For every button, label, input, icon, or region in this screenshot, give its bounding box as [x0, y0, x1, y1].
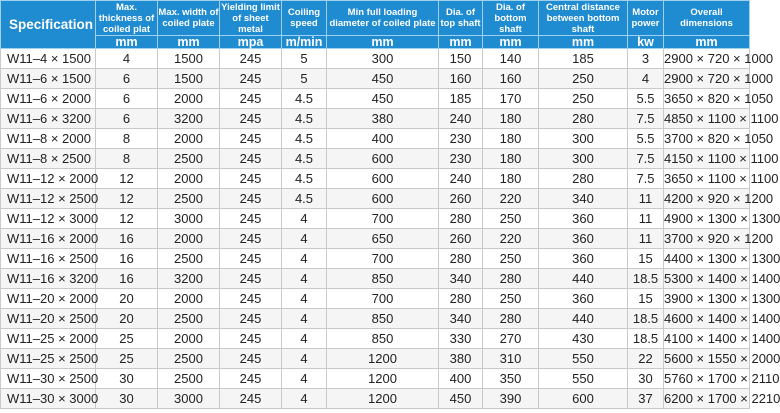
cell-model: W11–6 × 2000 — [1, 89, 96, 109]
table-row — [1, 149, 750, 169]
cell-min-loading-diameter: 600 — [327, 189, 439, 209]
cell-bottom-shaft-dia: 250 — [483, 289, 539, 309]
cell-min-loading-diameter: 650 — [327, 229, 439, 249]
table-row — [1, 229, 750, 249]
table-header — [1, 1, 750, 49]
cell-max-width: 2500 — [158, 249, 220, 269]
cell-bottom-shaft-dia: 350 — [483, 369, 539, 389]
cell-bottom-shaft-dia: 390 — [483, 389, 539, 409]
cell-min-loading-diameter: 700 — [327, 249, 439, 269]
cell-central-distance: 280 — [539, 169, 628, 189]
cell-coiling-speed: 4.5 — [282, 109, 327, 129]
cell-max-width: 1500 — [158, 49, 220, 69]
cell-central-distance: 430 — [539, 329, 628, 349]
table-row — [1, 169, 750, 189]
cell-bottom-shaft-dia: 220 — [483, 189, 539, 209]
table-row — [1, 109, 750, 129]
cell-bottom-shaft-dia: 160 — [483, 69, 539, 89]
cell-max-thickness: 6 — [96, 89, 158, 109]
cell-central-distance: 360 — [539, 249, 628, 269]
header-max-thickness: Max. thickness of coiled plat — [96, 1, 158, 36]
cell-model: W11–25 × 2000 — [1, 329, 96, 349]
cell-max-width: 2500 — [158, 349, 220, 369]
cell-overall-dimensions: 4900 × 1300 × 1300 — [664, 209, 750, 229]
cell-bottom-shaft-dia: 180 — [483, 149, 539, 169]
cell-top-shaft-dia: 330 — [439, 329, 483, 349]
cell-yielding-limit: 245 — [220, 189, 282, 209]
cell-yielding-limit: 245 — [220, 89, 282, 109]
cell-max-thickness: 16 — [96, 269, 158, 289]
cell-model: W11–6 × 1500 — [1, 69, 96, 89]
cell-bottom-shaft-dia: 180 — [483, 169, 539, 189]
cell-coiling-speed: 4 — [282, 209, 327, 229]
cell-central-distance: 185 — [539, 49, 628, 69]
cell-motor-power: 30 — [628, 369, 664, 389]
cell-max-width: 2500 — [158, 309, 220, 329]
unit-motor-power: kw — [628, 36, 664, 49]
cell-min-loading-diameter: 850 — [327, 309, 439, 329]
cell-max-thickness: 30 — [96, 389, 158, 409]
cell-model: W11–20 × 2000 — [1, 289, 96, 309]
cell-overall-dimensions: 4200 × 920 × 1200 — [664, 189, 750, 209]
unit-yielding-limit: mpa — [220, 36, 282, 49]
cell-min-loading-diameter: 850 — [327, 269, 439, 289]
header-coiling-speed: Coiling speed — [282, 1, 327, 36]
cell-model: W11–12 × 2000 — [1, 169, 96, 189]
cell-central-distance: 280 — [539, 109, 628, 129]
cell-model: W11–8 × 2500 — [1, 149, 96, 169]
cell-overall-dimensions: 4100 × 1400 × 1400 — [664, 329, 750, 349]
cell-coiling-speed: 4.5 — [282, 189, 327, 209]
cell-motor-power: 7.5 — [628, 149, 664, 169]
cell-overall-dimensions: 2900 × 720 × 1000 — [664, 69, 750, 89]
cell-model: W11–8 × 2000 — [1, 129, 96, 149]
cell-min-loading-diameter: 600 — [327, 169, 439, 189]
cell-yielding-limit: 245 — [220, 329, 282, 349]
cell-coiling-speed: 4 — [282, 369, 327, 389]
cell-coiling-speed: 4.5 — [282, 129, 327, 149]
cell-motor-power: 15 — [628, 249, 664, 269]
cell-model: W11–16 × 2000 — [1, 229, 96, 249]
cell-motor-power: 7.5 — [628, 109, 664, 129]
cell-bottom-shaft-dia: 180 — [483, 129, 539, 149]
cell-model: W11–12 × 3000 — [1, 209, 96, 229]
cell-central-distance: 340 — [539, 189, 628, 209]
table-row — [1, 249, 750, 269]
cell-max-thickness: 16 — [96, 229, 158, 249]
cell-max-thickness: 30 — [96, 369, 158, 389]
cell-max-width: 3000 — [158, 209, 220, 229]
cell-top-shaft-dia: 260 — [439, 229, 483, 249]
table-row — [1, 129, 750, 149]
cell-central-distance: 550 — [539, 349, 628, 369]
cell-top-shaft-dia: 450 — [439, 389, 483, 409]
cell-coiling-speed: 4 — [282, 389, 327, 409]
cell-bottom-shaft-dia: 270 — [483, 329, 539, 349]
cell-max-thickness: 6 — [96, 69, 158, 89]
cell-bottom-shaft-dia: 250 — [483, 249, 539, 269]
cell-top-shaft-dia: 185 — [439, 89, 483, 109]
cell-motor-power: 5.5 — [628, 89, 664, 109]
cell-motor-power: 11 — [628, 209, 664, 229]
cell-overall-dimensions: 6200 × 1700 × 2210 — [664, 389, 750, 409]
cell-motor-power: 4 — [628, 69, 664, 89]
cell-overall-dimensions: 4400 × 1300 × 1300 — [664, 249, 750, 269]
cell-max-thickness: 4 — [96, 49, 158, 69]
cell-coiling-speed: 4.5 — [282, 89, 327, 109]
cell-max-thickness: 12 — [96, 189, 158, 209]
cell-yielding-limit: 245 — [220, 349, 282, 369]
cell-yielding-limit: 245 — [220, 169, 282, 189]
cell-bottom-shaft-dia: 220 — [483, 229, 539, 249]
cell-min-loading-diameter: 1200 — [327, 349, 439, 369]
table-row — [1, 369, 750, 389]
cell-yielding-limit: 245 — [220, 269, 282, 289]
cell-central-distance: 300 — [539, 129, 628, 149]
cell-model: W11–16 × 3200 — [1, 269, 96, 289]
cell-max-thickness: 8 — [96, 149, 158, 169]
header-max-width: Max. width of coiled plate — [158, 1, 220, 36]
cell-min-loading-diameter: 700 — [327, 209, 439, 229]
cell-bottom-shaft-dia: 250 — [483, 209, 539, 229]
table-row — [1, 189, 750, 209]
cell-coiling-speed: 4 — [282, 349, 327, 369]
cell-yielding-limit: 245 — [220, 389, 282, 409]
cell-overall-dimensions: 4600 × 1400 × 1400 — [664, 309, 750, 329]
cell-top-shaft-dia: 240 — [439, 109, 483, 129]
cell-model: W11–20 × 2500 — [1, 309, 96, 329]
unit-max-thickness: mm — [96, 36, 158, 49]
header-min-loading-diameter: Min full loading diameter of coiled plate — [327, 1, 439, 36]
cell-top-shaft-dia: 160 — [439, 69, 483, 89]
cell-central-distance: 360 — [539, 289, 628, 309]
cell-model: W11–25 × 2500 — [1, 349, 96, 369]
cell-yielding-limit: 245 — [220, 309, 282, 329]
cell-motor-power: 18.5 — [628, 309, 664, 329]
cell-min-loading-diameter: 700 — [327, 289, 439, 309]
cell-top-shaft-dia: 340 — [439, 269, 483, 289]
cell-min-loading-diameter: 850 — [327, 329, 439, 349]
table-row — [1, 349, 750, 369]
cell-overall-dimensions: 3650 × 820 × 1050 — [664, 89, 750, 109]
cell-max-thickness: 25 — [96, 329, 158, 349]
cell-coiling-speed: 4 — [282, 229, 327, 249]
cell-motor-power: 22 — [628, 349, 664, 369]
cell-yielding-limit: 245 — [220, 289, 282, 309]
table-row — [1, 309, 750, 329]
cell-overall-dimensions: 3900 × 1300 × 1300 — [664, 289, 750, 309]
unit-central-distance: mm — [539, 36, 628, 49]
cell-top-shaft-dia: 230 — [439, 149, 483, 169]
cell-bottom-shaft-dia: 170 — [483, 89, 539, 109]
cell-max-thickness: 12 — [96, 209, 158, 229]
cell-model: W11–6 × 3200 — [1, 109, 96, 129]
cell-model: W11–16 × 2500 — [1, 249, 96, 269]
cell-top-shaft-dia: 280 — [439, 249, 483, 269]
cell-central-distance: 600 — [539, 389, 628, 409]
cell-motor-power: 7.5 — [628, 169, 664, 189]
cell-min-loading-diameter: 450 — [327, 69, 439, 89]
cell-max-width: 2000 — [158, 329, 220, 349]
cell-top-shaft-dia: 280 — [439, 289, 483, 309]
cell-max-thickness: 12 — [96, 169, 158, 189]
cell-motor-power: 37 — [628, 389, 664, 409]
unit-max-width: mm — [158, 36, 220, 49]
cell-min-loading-diameter: 380 — [327, 109, 439, 129]
table-body — [1, 49, 780, 409]
cell-top-shaft-dia: 150 — [439, 49, 483, 69]
table-row — [1, 49, 750, 69]
cell-motor-power: 11 — [628, 229, 664, 249]
unit-min-loading-diameter: mm — [327, 36, 439, 49]
cell-top-shaft-dia: 280 — [439, 209, 483, 229]
cell-min-loading-diameter: 600 — [327, 149, 439, 169]
cell-max-width: 2000 — [158, 169, 220, 189]
table-row — [1, 69, 750, 89]
cell-coiling-speed: 4 — [282, 329, 327, 349]
cell-max-thickness: 25 — [96, 349, 158, 369]
cell-top-shaft-dia: 260 — [439, 189, 483, 209]
cell-overall-dimensions: 4850 × 1100 × 1100 — [664, 109, 750, 129]
table-row — [1, 89, 750, 109]
cell-central-distance: 360 — [539, 229, 628, 249]
cell-max-width: 3200 — [158, 109, 220, 129]
cell-max-thickness: 6 — [96, 109, 158, 129]
cell-max-thickness: 8 — [96, 129, 158, 149]
cell-max-width: 2500 — [158, 369, 220, 389]
cell-yielding-limit: 245 — [220, 109, 282, 129]
cell-yielding-limit: 245 — [220, 229, 282, 249]
cell-max-width: 2000 — [158, 229, 220, 249]
cell-top-shaft-dia: 230 — [439, 129, 483, 149]
cell-overall-dimensions: 3700 × 920 × 1200 — [664, 229, 750, 249]
cell-bottom-shaft-dia: 280 — [483, 269, 539, 289]
header-top-shaft-dia: Dia. of top shaft — [439, 1, 483, 36]
header-bottom-shaft-dia: Dia. of bottom shaft — [483, 1, 539, 36]
cell-overall-dimensions: 5600 × 1550 × 2000 — [664, 349, 750, 369]
cell-motor-power: 18.5 — [628, 329, 664, 349]
cell-min-loading-diameter: 450 — [327, 89, 439, 109]
cell-overall-dimensions: 5300 × 1400 × 1400 — [664, 269, 750, 289]
cell-max-width: 1500 — [158, 69, 220, 89]
cell-motor-power: 18.5 — [628, 269, 664, 289]
cell-yielding-limit: 245 — [220, 49, 282, 69]
cell-coiling-speed: 4.5 — [282, 169, 327, 189]
cell-overall-dimensions: 3650 × 1100 × 1100 — [664, 169, 750, 189]
cell-yielding-limit: 245 — [220, 249, 282, 269]
table-row — [1, 209, 750, 229]
cell-max-thickness: 20 — [96, 289, 158, 309]
cell-overall-dimensions: 2900 × 720 × 1000 — [664, 49, 750, 69]
cell-coiling-speed: 4 — [282, 289, 327, 309]
cell-min-loading-diameter: 1200 — [327, 369, 439, 389]
cell-central-distance: 300 — [539, 149, 628, 169]
cell-bottom-shaft-dia: 310 — [483, 349, 539, 369]
unit-bottom-shaft-dia: mm — [483, 36, 539, 49]
cell-yielding-limit: 245 — [220, 209, 282, 229]
cell-bottom-shaft-dia: 280 — [483, 309, 539, 329]
cell-model: W11–4 × 1500 — [1, 49, 96, 69]
unit-top-shaft-dia: mm — [439, 36, 483, 49]
table-row — [1, 389, 750, 409]
cell-top-shaft-dia: 340 — [439, 309, 483, 329]
header-overall-dimensions: Overall dimensions — [664, 1, 750, 36]
cell-max-width: 3000 — [158, 389, 220, 409]
cell-motor-power: 3 — [628, 49, 664, 69]
cell-coiling-speed: 4 — [282, 269, 327, 289]
cell-central-distance: 550 — [539, 369, 628, 389]
cell-model: W11–30 × 2500 — [1, 369, 96, 389]
cell-bottom-shaft-dia: 140 — [483, 49, 539, 69]
cell-central-distance: 250 — [539, 69, 628, 89]
cell-overall-dimensions: 3700 × 820 × 1050 — [664, 129, 750, 149]
cell-central-distance: 440 — [539, 269, 628, 289]
cell-model: W11–12 × 2500 — [1, 189, 96, 209]
cell-central-distance: 360 — [539, 209, 628, 229]
cell-overall-dimensions: 4150 × 1100 × 1100 — [664, 149, 750, 169]
cell-max-width: 2500 — [158, 149, 220, 169]
cell-max-width: 3200 — [158, 269, 220, 289]
cell-bottom-shaft-dia: 180 — [483, 109, 539, 129]
cell-yielding-limit: 245 — [220, 369, 282, 389]
cell-yielding-limit: 245 — [220, 149, 282, 169]
cell-yielding-limit: 245 — [220, 129, 282, 149]
cell-coiling-speed: 5 — [282, 49, 327, 69]
cell-yielding-limit: 245 — [220, 69, 282, 89]
cell-min-loading-diameter: 400 — [327, 129, 439, 149]
cell-motor-power: 11 — [628, 189, 664, 209]
cell-coiling-speed: 4 — [282, 309, 327, 329]
unit-coiling-speed: m/min — [282, 36, 327, 49]
cell-top-shaft-dia: 380 — [439, 349, 483, 369]
cell-coiling-speed: 4.5 — [282, 149, 327, 169]
cell-overall-dimensions: 5760 × 1700 × 2110 — [664, 369, 750, 389]
cell-motor-power: 15 — [628, 289, 664, 309]
cell-motor-power: 5.5 — [628, 129, 664, 149]
cell-max-width: 2000 — [158, 289, 220, 309]
cell-max-thickness: 20 — [96, 309, 158, 329]
cell-model: W11–30 × 3000 — [1, 389, 96, 409]
cell-top-shaft-dia: 400 — [439, 369, 483, 389]
table-row — [1, 289, 750, 309]
cell-coiling-speed: 4 — [282, 249, 327, 269]
cell-central-distance: 440 — [539, 309, 628, 329]
cell-top-shaft-dia: 240 — [439, 169, 483, 189]
cell-max-width: 2000 — [158, 129, 220, 149]
header-yielding-limit: Yielding limit of sheet metal — [221, 1, 280, 35]
header-specification: Specification — [1, 1, 96, 49]
cell-max-width: 2000 — [158, 89, 220, 109]
header-motor-power: Motor power — [628, 1, 664, 36]
table-row — [1, 269, 750, 289]
cell-max-thickness: 16 — [96, 249, 158, 269]
cell-max-width: 2500 — [158, 189, 220, 209]
cell-coiling-speed: 5 — [282, 69, 327, 89]
cell-min-loading-diameter: 1200 — [327, 389, 439, 409]
cell-min-loading-diameter: 300 — [327, 49, 439, 69]
table-row — [1, 329, 750, 349]
header-central-distance: Central distance between bottom shaft — [539, 1, 628, 36]
cell-central-distance: 250 — [539, 89, 628, 109]
unit-overall-dimensions: mm — [664, 36, 750, 49]
